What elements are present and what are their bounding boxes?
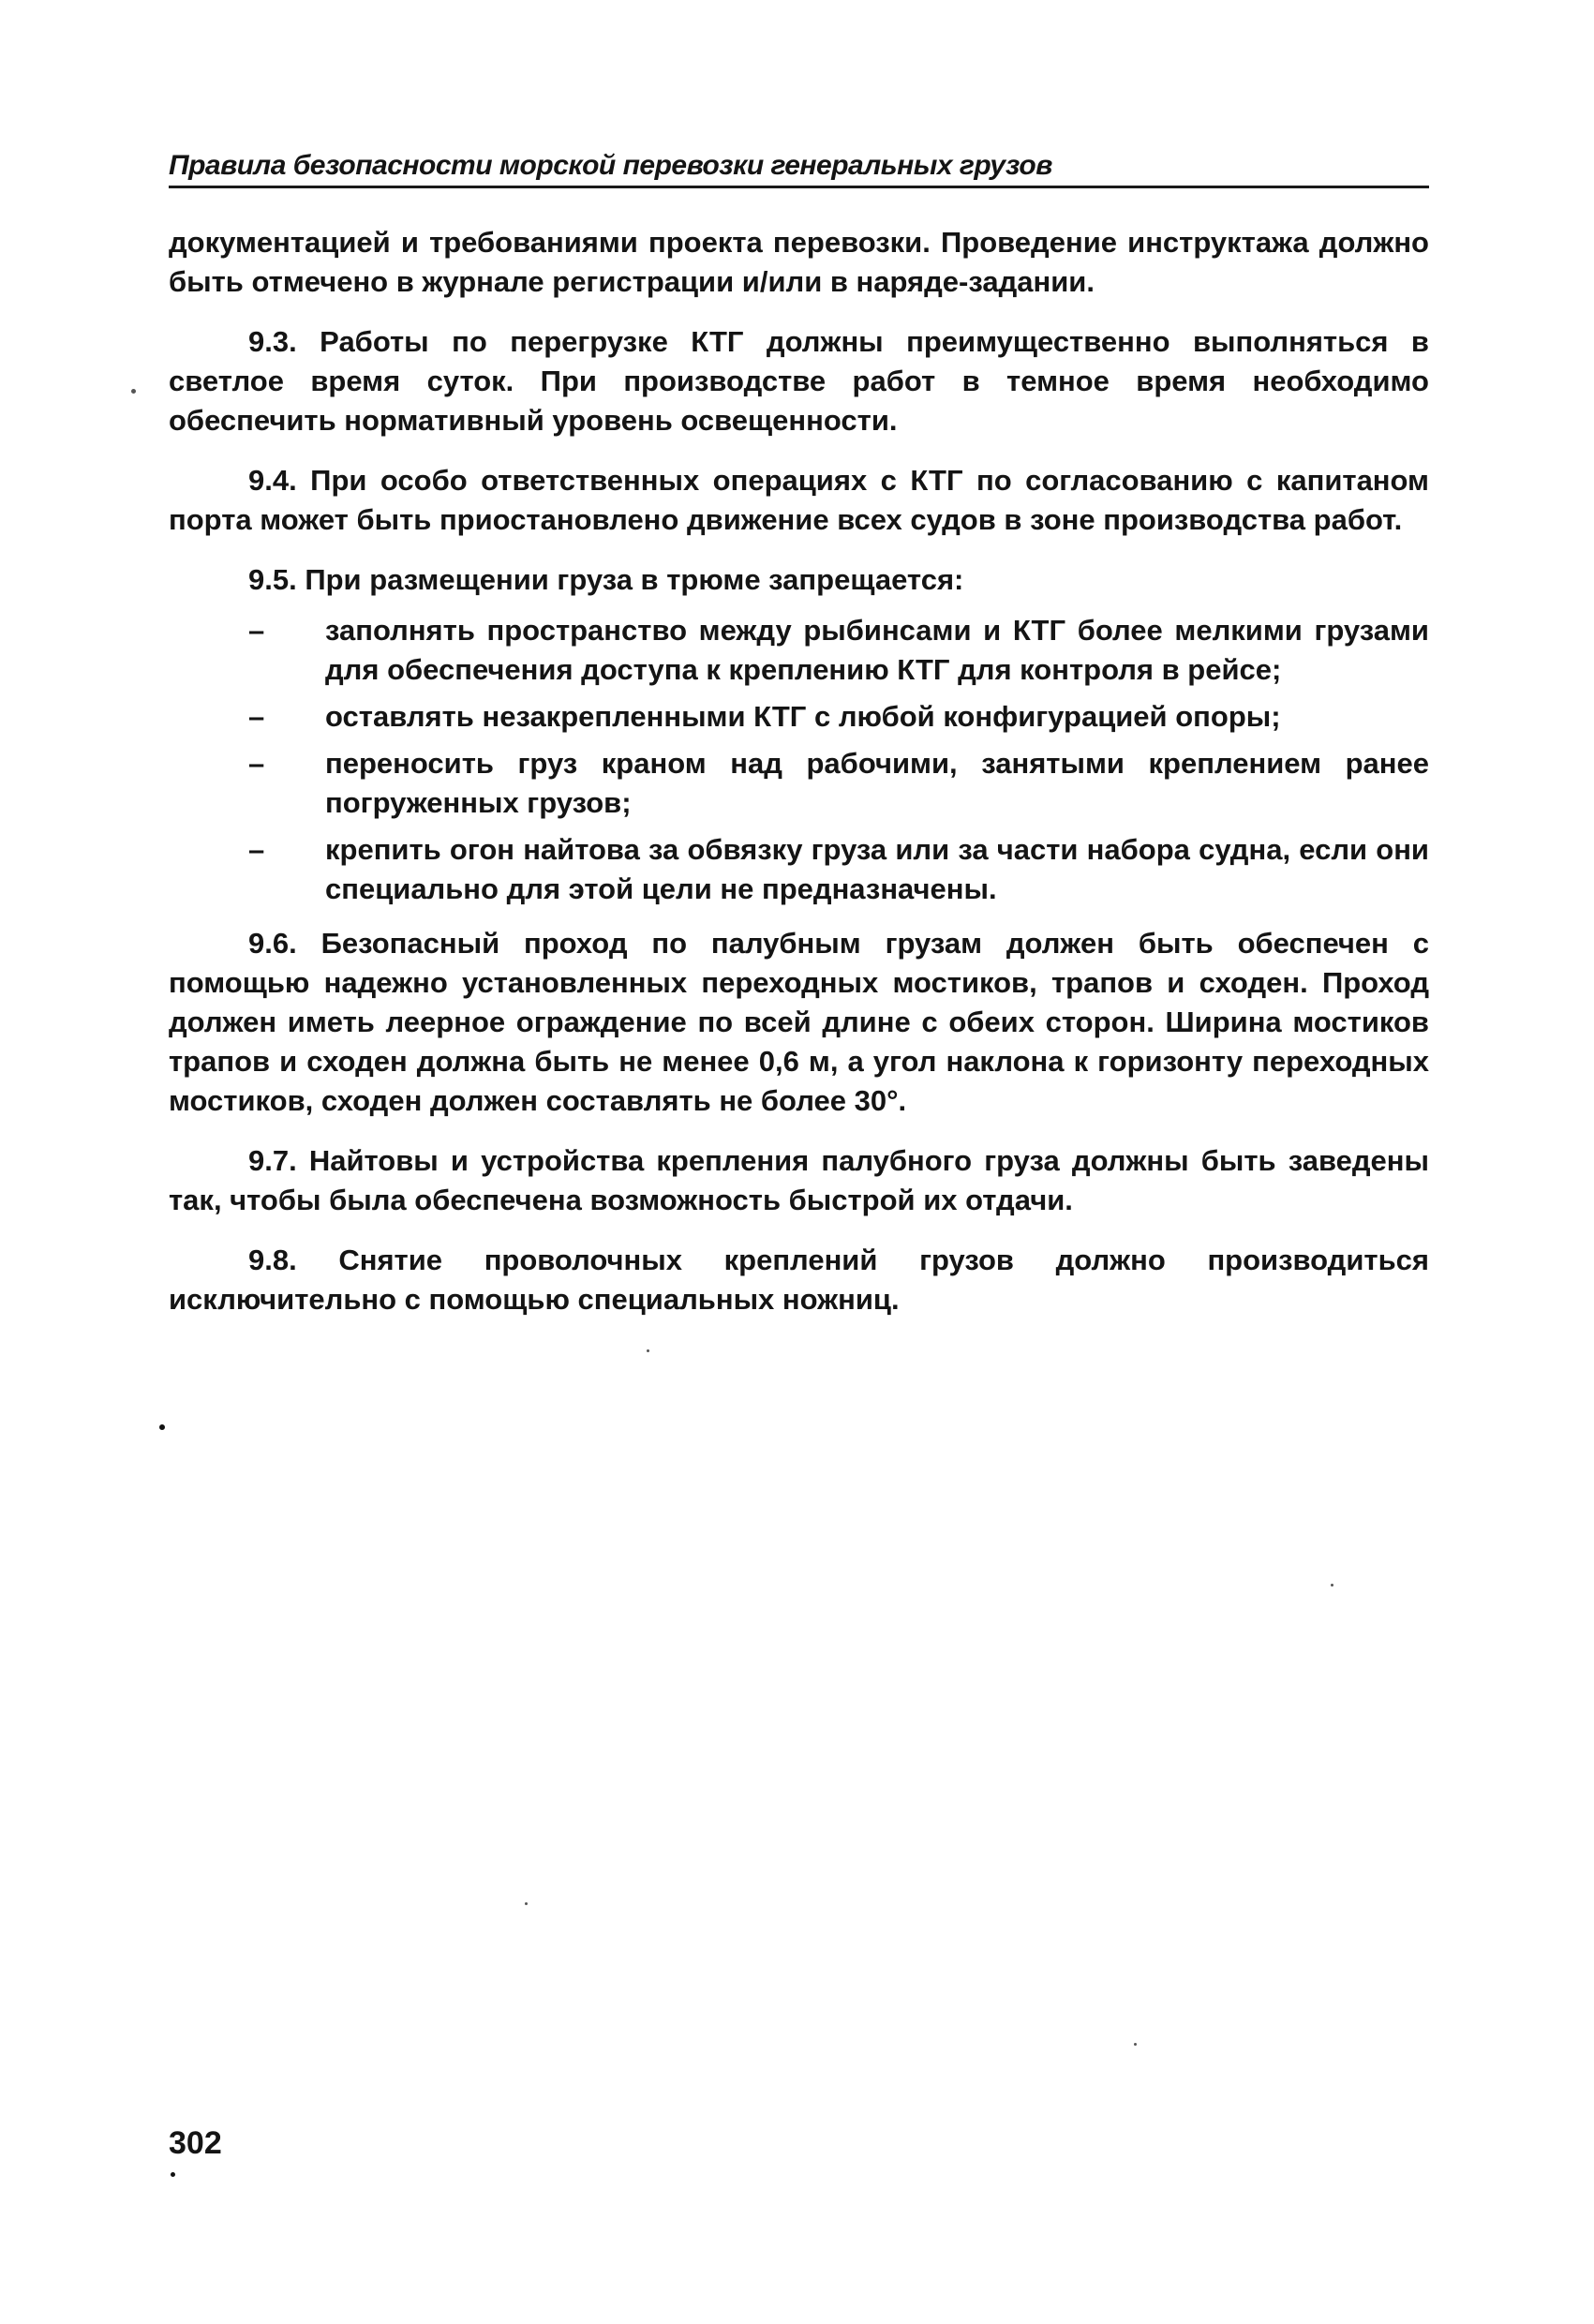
scan-speck <box>525 1902 528 1905</box>
page-body <box>169 223 1429 1340</box>
scan-speck <box>171 2172 175 2177</box>
list-item <box>169 611 1429 690</box>
list-dash: – <box>248 614 265 647</box>
scan-speck <box>131 389 136 394</box>
header-title: Правила безопасности морской перевозки генеральных грузов <box>169 150 1052 181</box>
paragraph-9-8: 9.8. Снятие проволочных креплений грузов должно производиться исключительно с помощью специальных ножниц. <box>169 1244 1429 1316</box>
list-dash: – <box>248 700 265 733</box>
page-number: 302 <box>169 2125 222 2161</box>
list-item <box>169 697 1429 737</box>
paragraph-9-4: 9.4. При особо ответственных операциях с КТГ по согласованию с капитаном порта может быть приостановлено движение всех судов в зоне производства работ. <box>169 464 1429 536</box>
list-item <box>169 744 1429 823</box>
scan-speck <box>647 1349 649 1352</box>
paragraph-9-6: 9.6. Безопасный проход по палубным грузам должен быть обеспечен с помощью надежно установленных переходных мостиков, трапов и сходен. Проход должен иметь леерное ограждение по всей длине с обеих сторон. Ширина мостиков трапов и сходен должна быть не менее 0,6 м, а угол наклона к горизонту переходных мостиков, сходен должен составлять не более 30°. <box>169 927 1429 1117</box>
list-item-text: переносить груз краном над рабочими, занятыми креплением ранее погруженных грузов; <box>325 747 1429 819</box>
paragraph-9-3: 9.3. Работы по перегрузке КТГ должны преимущественно выполняться в светлое время суток. При производстве работ в темное время необходимо обеспечить нормативный уровень освещенности. <box>169 325 1429 437</box>
scan-speck <box>159 1424 165 1430</box>
scan-speck <box>1134 2043 1137 2046</box>
list-dash: – <box>248 747 265 780</box>
list-item-text: заполнять пространство между рыбинсами и КТГ более мелкими грузами для обеспечения доступа к креплению КТГ для контроля в рейсе; <box>325 614 1429 686</box>
list-item-text: оставлять незакрепленными КТГ с любой конфигурацией опоры; <box>325 700 1281 733</box>
scan-speck <box>1331 1584 1333 1587</box>
paragraph-9-5: 9.5. При размещении груза в трюме запрещается: <box>248 563 964 596</box>
list-dash: – <box>248 833 265 866</box>
paragraph-intro: документацией и требованиями проекта перевозки. Проведение инструктажа должно быть отмечено в журнале регистрации и/или в наряде-задании. <box>169 226 1429 298</box>
prohibition-list <box>169 611 1429 909</box>
paragraph-9-7: 9.7. Найтовы и устройства крепления палубного груза должны быть заведены так, чтобы была обеспечена возможность быстрой их отдачи. <box>169 1144 1429 1216</box>
running-header <box>169 150 1429 188</box>
list-item-text: крепить огон найтова за обвязку груза или за части набора судна, если они специально для этой цели не предназначены. <box>325 833 1429 905</box>
list-item <box>169 830 1429 909</box>
